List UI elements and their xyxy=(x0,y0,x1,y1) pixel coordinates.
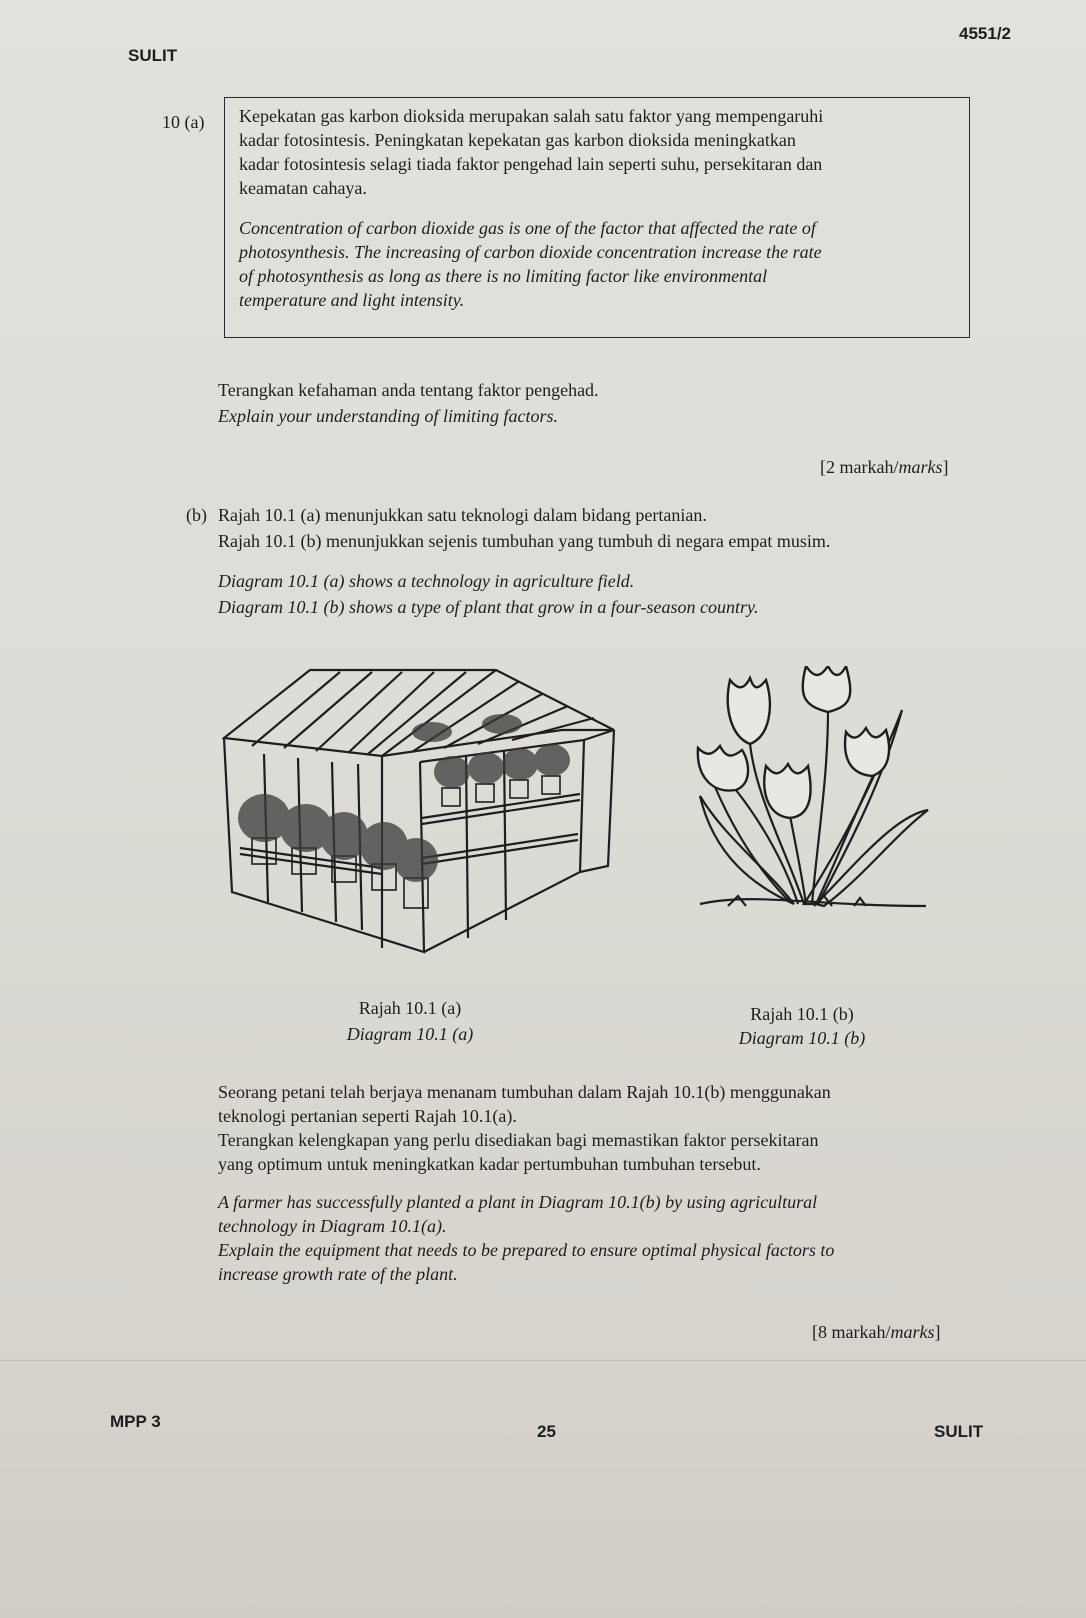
body-en-line: increase growth rate of the plant. xyxy=(218,1264,458,1284)
caption-b-en: Diagram 10.1 (b) xyxy=(738,1028,866,1048)
body-en-line: technology in Diagram 10.1(a). xyxy=(218,1216,447,1236)
question-10a-ms: Terangkan kefahaman anda tentang faktor pengehad. xyxy=(218,380,599,400)
greenhouse-illustration xyxy=(222,668,620,964)
info-box xyxy=(224,97,970,338)
marks-10a xyxy=(820,455,948,479)
box-en-line: temperature and light intensity. xyxy=(239,290,465,310)
page-number: 25 xyxy=(537,1422,556,1441)
footer-sulit: SULIT xyxy=(934,1422,984,1441)
box-ms-line: keamatan cahaya. xyxy=(239,178,367,198)
box-en-line: Concentration of carbon dioxide gas is one of the factor that affected the rate of xyxy=(239,218,816,238)
intro-ms-1: Rajah 10.1 (a) menunjukkan satu teknologi dalam bidang pertanian. xyxy=(218,505,707,525)
header-sulit: SULIT xyxy=(128,46,178,65)
divider-line xyxy=(0,1360,1086,1361)
caption-a-en: Diagram 10.1 (a) xyxy=(346,1024,474,1044)
marks-suffix: ] xyxy=(934,1322,941,1342)
body-ms-line: Seorang petani telah berjaya menanam tumbuhan dalam Rajah 10.1(b) menggunakan xyxy=(218,1082,831,1102)
marks-prefix: [2 markah/ xyxy=(820,457,899,477)
caption-a-ms: Rajah 10.1 (a) xyxy=(358,998,462,1018)
marks-10b xyxy=(812,1320,940,1344)
marks-suffix: ] xyxy=(942,457,949,477)
marks-prefix: [8 markah/ xyxy=(812,1322,891,1342)
body-en-line: Explain the equipment that needs to be prepared to ensure optimal physical factors to xyxy=(218,1240,835,1260)
paper-code: 4551/2 xyxy=(959,24,1011,43)
intro-en-2: Diagram 10.1 (b) shows a type of plant that grow in a four-season country. xyxy=(218,597,759,617)
intro-en-1: Diagram 10.1 (a) shows a technology in agriculture field. xyxy=(218,571,635,591)
question-number: 10 (a) xyxy=(162,112,205,132)
question-b-label: (b) xyxy=(186,505,207,525)
caption-b-ms: Rajah 10.1 (b) xyxy=(750,1004,854,1024)
question-10a-en: Explain your understanding of limiting factors. xyxy=(218,406,558,426)
box-ms-line: kadar fotosintesis selagi tiada faktor pengehad lain seperti suhu, persekitaran dan xyxy=(239,154,823,174)
marks-word: marks xyxy=(890,1322,935,1342)
body-en-line: A farmer has successfully planted a plant in Diagram 10.1(b) by using agricultural xyxy=(218,1192,818,1212)
body-ms-line: teknologi pertanian seperti Rajah 10.1(a). xyxy=(218,1106,517,1126)
footer-left: MPP 3 xyxy=(110,1412,161,1431)
marks-word: marks xyxy=(898,457,943,477)
box-ms-line: Kepekatan gas karbon dioksida merupakan salah satu faktor yang mempengaruhi xyxy=(239,106,824,126)
body-ms-line: Terangkan kelengkapan yang perlu disediakan bagi memastikan faktor persekitaran xyxy=(218,1130,819,1150)
tulip-illustration xyxy=(694,666,930,938)
intro-ms-2: Rajah 10.1 (b) menunjukkan sejenis tumbuhan yang tumbuh di negara empat musim. xyxy=(218,531,831,551)
box-en-line: of photosynthesis as long as there is no limiting factor like environmental xyxy=(239,266,768,286)
box-en-line: photosynthesis. The increasing of carbon dioxide concentration increase the rate xyxy=(239,242,822,262)
box-ms-line: kadar fotosintesis. Peningkatan kepekatan gas karbon dioksida meningkatkan xyxy=(239,130,796,150)
body-ms-line: yang optimum untuk meningkatkan kadar pertumbuhan tumbuhan tersebut. xyxy=(218,1154,761,1174)
